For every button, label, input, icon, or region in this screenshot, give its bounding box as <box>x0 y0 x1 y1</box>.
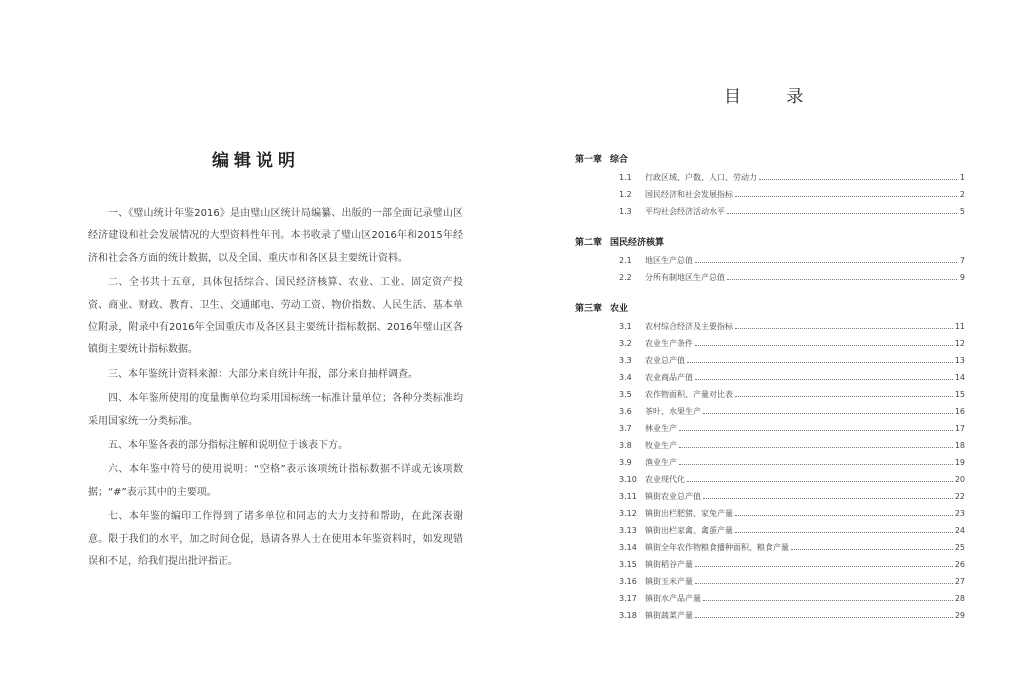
leader-dots <box>695 262 957 263</box>
note-paragraph-1: 一、《璧山统计年鉴2016》是由璧山区统计局编纂、出版的一部全面记录璧山区经济建设和社会发展情况的大型资料性年刊。本书收录了璧山区2016年和2015年经济和社会各方面的统计数据，以及全国、重庆市和各区县主要统计资料。 <box>88 208 463 264</box>
table-of-contents <box>575 151 965 638</box>
toc-entry-page: 18 <box>954 441 965 450</box>
leader-dots <box>735 196 957 197</box>
toc-entry-page: 28 <box>954 594 965 603</box>
chapter-label: 第二章 <box>575 238 603 248</box>
toc-entry-page: 11 <box>954 322 965 331</box>
toc-entry[interactable] <box>575 573 965 590</box>
toc-entry-title: 农作物面积、产量对比表 <box>645 390 733 399</box>
toc-chapter <box>575 151 965 220</box>
toc-entry-title: 农业生产条件 <box>645 339 693 348</box>
leader-dots <box>679 430 953 431</box>
chapter-label: 第一章 <box>575 155 603 165</box>
toc-entry[interactable] <box>575 522 965 539</box>
toc-entry-page: 29 <box>954 611 965 620</box>
toc-entry-title: 镇街玉米产量 <box>645 577 693 586</box>
toc-entry[interactable] <box>575 471 965 488</box>
note-paragraph-4: 四、本年鉴所使用的度量衡单位均采用国标统一标准计量单位；各种分类标准均采用国家统一分类标准。 <box>88 393 463 427</box>
toc-entry-title: 农村综合经济及主要指标 <box>645 322 733 331</box>
toc-entry-number: 3.13 <box>619 526 637 535</box>
toc-entry-title: 茶叶、水果生产 <box>645 407 701 416</box>
leader-dots <box>791 549 953 550</box>
toc-entry-number: 3.8 <box>619 441 632 450</box>
toc-entry-title: 地区生产总值 <box>645 256 693 265</box>
toc-entry-page: 24 <box>954 526 965 535</box>
chapter-heading[interactable] <box>575 300 965 318</box>
toc-entry-page: 2 <box>959 190 965 199</box>
toc-entry[interactable] <box>575 420 965 437</box>
leader-dots <box>695 345 953 346</box>
toc-entry[interactable] <box>575 539 965 556</box>
toc-chapter <box>575 300 965 624</box>
toc-entry-page: 9 <box>959 273 965 282</box>
toc-entry-title: 林业生产 <box>645 424 677 433</box>
leader-dots <box>687 362 953 363</box>
toc-entry-number: 1.1 <box>619 173 632 182</box>
toc-entry-number: 3.2 <box>619 339 632 348</box>
toc-entry[interactable] <box>575 556 965 573</box>
note-paragraph-2: 二、全书共十五章，具体包括综合、国民经济核算、农业、工业、固定资产投资、商业、财政、教育、卫生、交通邮电、劳动工资、物价指数、人民生活、基本单位附录，附录中有2016年全国重庆市及各区县主要统计指标数据、2016年璧山区各镇街主要统计指标数据。 <box>88 277 463 356</box>
toc-entry[interactable] <box>575 607 965 624</box>
note-paragraph-3: 三、本年鉴统计资料来源：大部分来自统计年报，部分来自抽样调查。 <box>108 368 418 380</box>
chapter-name: 综合 <box>610 155 629 165</box>
toc-entry-title: 镇街全年农作物粮食播种面积、粮食产量 <box>645 543 789 552</box>
toc-entry-title: 行政区域、户数、人口、劳动力 <box>645 173 757 182</box>
toc-entry[interactable] <box>575 269 965 286</box>
toc-entry-page: 25 <box>954 543 965 552</box>
toc-entry-page: 23 <box>954 509 965 518</box>
toc-entry-page: 12 <box>954 339 965 348</box>
toc-entry-number: 3.15 <box>619 560 637 569</box>
leader-dots <box>703 413 953 414</box>
note-paragraph-5: 五、本年鉴各表的部分指标注解和说明位于该表下方。 <box>108 440 348 452</box>
note-paragraph-6: 六、本年鉴中符号的使用说明：“空格”表示该项统计指标数据不详或无该项数据；“#”表示其中的主要项。 <box>88 464 463 498</box>
toc-entry[interactable] <box>575 352 965 369</box>
toc-entry-title: 镇街水产品产量 <box>645 594 701 603</box>
toc-entry-number: 3.7 <box>619 424 632 433</box>
toc-entry-number: 3.9 <box>619 458 632 467</box>
toc-entry-page: 1 <box>959 173 965 182</box>
toc-entry-page: 17 <box>954 424 965 433</box>
toc-entry-page: 15 <box>954 390 965 399</box>
toc-entry[interactable] <box>575 505 965 522</box>
leader-dots <box>695 583 953 584</box>
toc-entry-title: 镇街农业总产值 <box>645 492 701 501</box>
toc-entry-number: 3.6 <box>619 407 632 416</box>
toc-entry-title: 牧业生产 <box>645 441 677 450</box>
toc-entry[interactable] <box>575 335 965 352</box>
toc-entry[interactable] <box>575 403 965 420</box>
toc-entry-number: 1.3 <box>619 207 632 216</box>
toc-entry[interactable] <box>575 386 965 403</box>
toc-entry[interactable] <box>575 369 965 386</box>
editorial-notes-title: 编辑说明 <box>212 151 300 171</box>
leader-dots <box>735 515 953 516</box>
leader-dots <box>703 498 953 499</box>
leader-dots <box>679 464 953 465</box>
toc-entry-page: 13 <box>954 356 965 365</box>
leader-dots <box>695 379 953 380</box>
leader-dots <box>735 532 953 533</box>
toc-entry-page: 20 <box>954 475 965 484</box>
toc-entry-title: 农业商品产值 <box>645 373 693 382</box>
toc-entry-number: 3.17 <box>619 594 637 603</box>
editorial-notes-body <box>88 203 463 576</box>
toc-entry-title: 镇街蔬菜产量 <box>645 611 693 620</box>
leader-dots <box>695 617 953 618</box>
leader-dots <box>735 328 953 329</box>
toc-entry-title: 分所有制地区生产总值 <box>645 273 725 282</box>
toc-entry-number: 3.14 <box>619 543 637 552</box>
toc-entry[interactable] <box>575 488 965 505</box>
toc-entry-number: 3.18 <box>619 611 637 620</box>
toc-entry-title: 渔业生产 <box>645 458 677 467</box>
toc-entry-title: 镇街出栏肥猪、家兔产量 <box>645 509 733 518</box>
toc-entry-title: 农业总产值 <box>645 356 685 365</box>
toc-entry-page: 16 <box>954 407 965 416</box>
toc-entry[interactable] <box>575 318 965 335</box>
toc-entry-number: 3.5 <box>619 390 632 399</box>
toc-entry[interactable] <box>575 252 965 269</box>
toc-entry[interactable] <box>575 590 965 607</box>
toc-entry[interactable] <box>575 437 965 454</box>
chapter-heading[interactable] <box>575 151 965 169</box>
toc-entry-page: 14 <box>954 373 965 382</box>
note-paragraph-7: 七、本年鉴的编印工作得到了诸多单位和同志的大力支持和帮助，在此深表谢意。限于我们的水平，加之时间仓促，恳请各界人士在使用本年鉴资料时，如发现错误和不足，给我们提出批评指正。 <box>88 511 463 568</box>
toc-entry-title: 平均社会经济活动水平 <box>645 207 725 216</box>
chapter-heading[interactable] <box>575 234 965 252</box>
toc-entry-page: 7 <box>959 256 965 265</box>
toc-entry-number: 2.2 <box>619 273 632 282</box>
toc-entry-number: 2.1 <box>619 256 632 265</box>
toc-entry-number: 3.10 <box>619 475 637 484</box>
chapter-label: 第三章 <box>575 304 603 314</box>
toc-chapter <box>575 234 965 286</box>
toc-entry-title: 镇街出栏家禽、禽蛋产量 <box>645 526 733 535</box>
toc-entry-title: 国民经济和社会发展指标 <box>645 190 733 199</box>
leader-dots <box>687 481 953 482</box>
leader-dots <box>703 600 953 601</box>
toc-entry-number: 3.16 <box>619 577 637 586</box>
chapter-name: 国民经济核算 <box>610 238 665 248</box>
leader-dots <box>679 447 953 448</box>
toc-entry-page: 19 <box>954 458 965 467</box>
leader-dots <box>735 396 953 397</box>
leader-dots <box>759 179 957 180</box>
toc-entry-page: 5 <box>959 207 965 216</box>
leader-dots <box>695 566 953 567</box>
toc-entry-page: 27 <box>954 577 965 586</box>
leader-dots <box>727 279 957 280</box>
toc-entry-number: 3.12 <box>619 509 637 518</box>
toc-entry-page: 22 <box>954 492 965 501</box>
toc-entry[interactable] <box>575 454 965 471</box>
toc-entry[interactable] <box>575 186 965 203</box>
toc-entry-number: 1.2 <box>619 190 632 199</box>
toc-title: 目 录 <box>724 87 824 107</box>
table-of-contents-page <box>512 0 1024 700</box>
toc-entry-number: 3.3 <box>619 356 632 365</box>
chapter-name: 农业 <box>610 304 629 314</box>
toc-entry[interactable] <box>575 169 965 186</box>
toc-entry-title: 镇街稻谷产量 <box>645 560 693 569</box>
toc-entry-number: 3.1 <box>619 322 632 331</box>
toc-entry-page: 26 <box>954 560 965 569</box>
toc-entry[interactable] <box>575 203 965 220</box>
leader-dots <box>727 213 957 214</box>
toc-entry-number: 3.4 <box>619 373 632 382</box>
toc-entry-number: 3.11 <box>619 492 637 501</box>
toc-entry-title: 农业现代化 <box>645 475 685 484</box>
